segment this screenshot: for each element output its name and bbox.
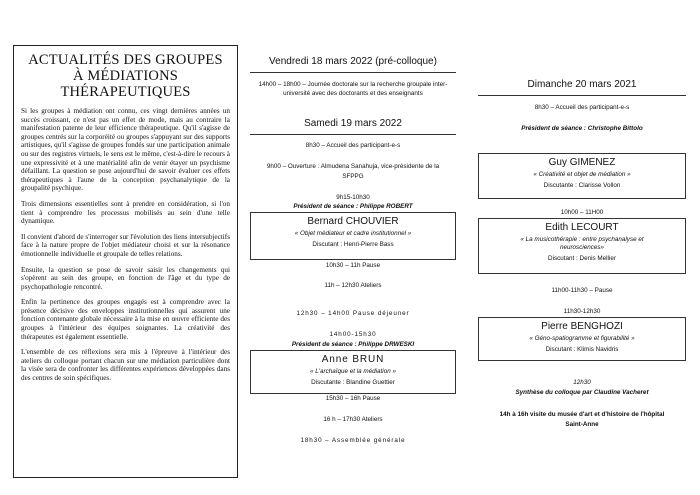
intro-paragraph: Ensuite, la question se pose de savoir saisir les changements qui s'opèrent au sein des groupe, en fonction de l'âge et du type de psychopathologie rencontré. [21,265,230,291]
talk-title: « Objet médiateur et cadre institutionnel » [294,230,412,237]
session-time: 14h00-15h30 [329,331,377,338]
saturday-heading: Samedi 19 mars 2022 [304,118,402,129]
visit-line: 14h à 16h visite du musée d'art et d'histoire de l'hôpital [499,411,665,418]
friday-line: 14h00 – 18h00 – Journée doctorale sur la recherche groupale inter- [258,81,448,88]
intro-paragraph: Enfin la pertinence des groupes engagés est à comprendre avec la présence décisive des enveloppes institutionnelles qui assurent une fonction contenante globale nécessaire à la mise en œuvre efficiente des groupes à l'intérieur des équipes soignantes. La créativité des thérapeutes est également essentielle. [21,298,230,341]
discussant: Discutant : Klimis Navidris [545,346,619,353]
speaker-name: Bernard CHOUVIER [307,216,399,227]
synthesis-line: Synthèse du colloque par Claudine Vacheret [515,389,649,396]
pause-line: 11h00-11h30 – Pause [551,287,613,294]
divider [250,72,456,73]
speaker-name: Guy GIMENEZ [548,157,616,168]
intro-paragraph: Trois dimensions essentielles sont à prendre en considération, si l'on tient à comprendre les processus mobilisés au sein d'une telle dynamique. [21,199,230,226]
talk-title: « L'archaïque et la médiation » [310,368,396,375]
talk-title-line: neurosciences» [559,244,605,251]
ateliers-line: 16 h – 17h30 Ateliers [323,416,383,423]
session-time: 10h00 – 11H00 [560,209,604,216]
speaker-name: Edith LECOURT [545,222,619,233]
welcome-line: 8h30 – Accueil des participant-e-s [305,142,401,149]
pause-line: 15h30 – 16h Pause [325,395,381,402]
friday-line: université avec des doctorants et des enseignants [283,90,423,97]
speaker-box [478,317,686,361]
session-chair: Président de séance : Christophe Bittolo [521,125,643,132]
visit-line: Saint-Anne [565,421,599,428]
talk-title: « Géno-spatiogramme et figurabilité » [529,335,635,342]
welcome-line: 8h30 – Accueil des participant-e-s [534,104,630,111]
session-time: 9h15-10h30 [336,194,370,201]
speaker-name: Anne BRUN [321,354,385,365]
speaker-name: Pierre BENGHOZI [541,321,623,332]
assembly-line: 18h30 – Assemblée générale [300,437,406,444]
intro-title: ACTUALITÉS DES GROUPES À MÉDIATIONS THÉRAPEUTIQUES [28,52,223,100]
intro-paragraph: Si les groupes à médiation ont connu, ces vingt dernières années un succès croissant, ce n'est pas un effet de mode, mais au contraire la manifestation patente de leur efficience thérapeutique. Qu'il s'agisse de groupes centrés sur la corporéité ou groupes s'appuyant sur des supports artistiques, qu'il s'agisse de groupes fondés sur une participation animale ou sur des registres virtuels, le sens est le même, c'est-à-dire le recours à une expressivité et à une matérialité afin de venir étayer un psychisme défaillant. La question se pose aujourd'hui de savoir évaluer ces effets thérapeutiques à l'aune de la conception psychanalytique de la groupalité psychique. [21,107,230,193]
talk-title-line: « La musicothérapie : entre psychanalyse et [520,236,644,243]
sunday-heading: Dimanche 20 mars 2021 [527,79,637,90]
pause-line: 10h30 – 11h Pause [325,262,381,269]
speaker-box [250,350,456,394]
opening-line: 9h00 – Ouverture : Almudena Sanahuja, vice-présidente de la [266,163,440,170]
lunch-line: 12h30 – 14h00 Pause déjeuner [296,310,410,317]
divider [478,95,686,96]
intro-paragraph: L'ensemble de ces réflexions sera mis à l'épreuve à l'intérieur des ateliers du colloque portant chacun sur une médiation particulière dont la visée sera de confronter les différentes expériences développées dans des centres de soin spécifiques. [21,348,230,383]
divider [250,134,456,135]
speaker-box [478,218,686,274]
discussant: Discutante : Blandine Guettier [311,379,395,386]
friday-heading: Vendredi 18 mars 2022 (pré-colloque) [269,56,437,67]
intro-paragraph: Il convient d'abord de s'interroger sur l'évolution des liens intersubjectifs face à la nature propre de l'objet médiateur choisi et sur la résonance émotionnelle individuelle et groupale de telles relations. [21,232,230,258]
speaker-box [250,212,456,260]
opening-line: SFPPG [342,173,364,180]
discussant: Discutant : Denis Mellier [548,255,616,262]
speaker-box [478,153,686,199]
discussant: Discutante : Clarisse Vollon [543,182,621,189]
session-chair: Président de séance : Philippe DRWESKI [291,341,415,348]
intro-panel [13,45,238,478]
talk-title: « Créativité et objet de médiation » [533,171,631,178]
session-chair: Président de séance : Philippe ROBERT [293,203,413,210]
discussant: Discutant : Henri-Pierre Bass [312,241,394,248]
ateliers-line: 11h – 12h30 Ateliers [324,282,382,289]
synthesis-time: 12h30 [573,379,591,386]
talk-title [479,236,685,252]
session-time: 11h30-12h30 [563,308,601,315]
